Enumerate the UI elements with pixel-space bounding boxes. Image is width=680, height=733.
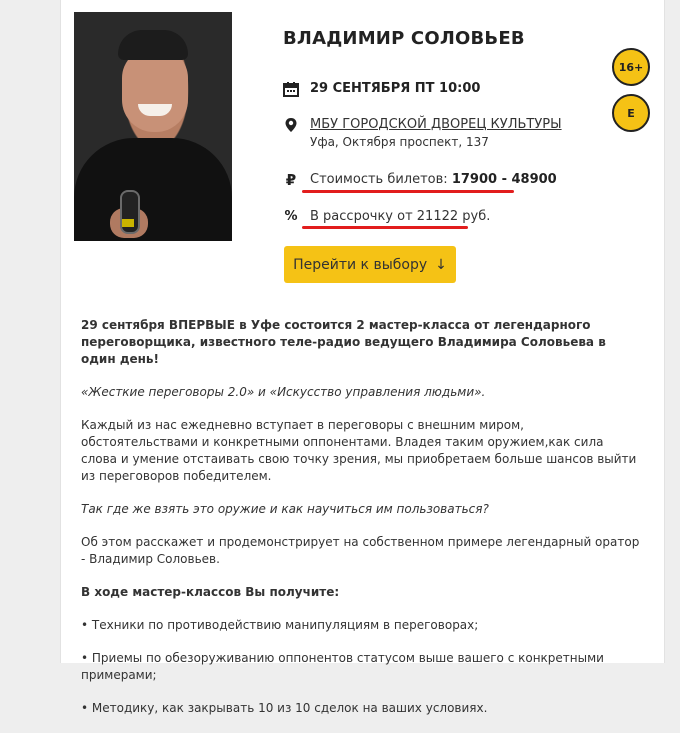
benefit-item: • Техники по противодействию манипуляциям в переговорах; bbox=[81, 618, 479, 632]
venue-link[interactable]: МБУ ГОРОДСКОЙ ДВОРЕЦ КУЛЬТУРЫ bbox=[310, 117, 562, 132]
venue-address: Уфа, Октября проспект, 137 bbox=[310, 135, 489, 149]
percent-icon: % bbox=[284, 209, 298, 224]
choose-tickets-button[interactable] bbox=[284, 246, 456, 283]
event-photo bbox=[74, 12, 232, 241]
benefit-item: • Методику, как закрывать 10 из 10 сделок на ваших условиях. bbox=[81, 701, 488, 715]
age-rating-badge: 16+ bbox=[612, 48, 650, 86]
description-titles: «Жесткие переговоры 2.0» и «Искусство управления людьми». bbox=[81, 385, 486, 399]
ticket-price bbox=[310, 172, 557, 187]
price-underline-annotation bbox=[302, 190, 514, 193]
choose-tickets-label: Перейти к выбору bbox=[293, 256, 428, 273]
installment-underline-annotation bbox=[302, 226, 468, 229]
price-range: 17900 - 48900 bbox=[451, 172, 557, 187]
event-date: 29 СЕНТЯБРЯ ПТ 10:00 bbox=[310, 81, 481, 96]
ruble-icon: ₽ bbox=[285, 171, 297, 189]
category-badge: E bbox=[612, 94, 650, 132]
description-paragraph: Об этом расскажет и продемонстрирует на собственном примере легендарный оратор - Владимир Соловьев. bbox=[81, 535, 640, 566]
event-card bbox=[60, 0, 665, 715]
event-title: ВЛАДИМИР СОЛОВЬЕВ bbox=[283, 28, 525, 49]
calendar-icon bbox=[283, 81, 299, 97]
arrow-down-icon: ↓ bbox=[435, 256, 447, 273]
benefits-heading: В ходе мастер-классов Вы получите: bbox=[81, 585, 340, 599]
event-description bbox=[81, 317, 641, 733]
location-pin-icon bbox=[283, 117, 299, 133]
price-label-text: Стоимость билетов: bbox=[310, 172, 452, 187]
benefit-item: • Приемы по обезоруживанию оппонентов статусом выше вашего с конкретными примерами; bbox=[81, 651, 604, 682]
description-paragraph: Каждый из нас ежедневно вступает в переговоры с внешним миром, обстоятельствами и конкретными оппонентами. Владея таким оружием,как сила слова и умение отстаивать свою точку зрения, мы приобретаем больше шансов выйти из переговоров победителем. bbox=[81, 418, 637, 483]
description-question: Так где же взять это оружие и как научиться им пользоваться? bbox=[81, 502, 489, 516]
description-intro: 29 сентября ВПЕРВЫЕ в Уфе состоится 2 мастер-класса от легендарного переговорщика, известного теле-радио ведущего Владимира Соловьева в один день! bbox=[81, 318, 606, 366]
installment-info: В рассрочку от 21122 руб. bbox=[310, 209, 491, 224]
